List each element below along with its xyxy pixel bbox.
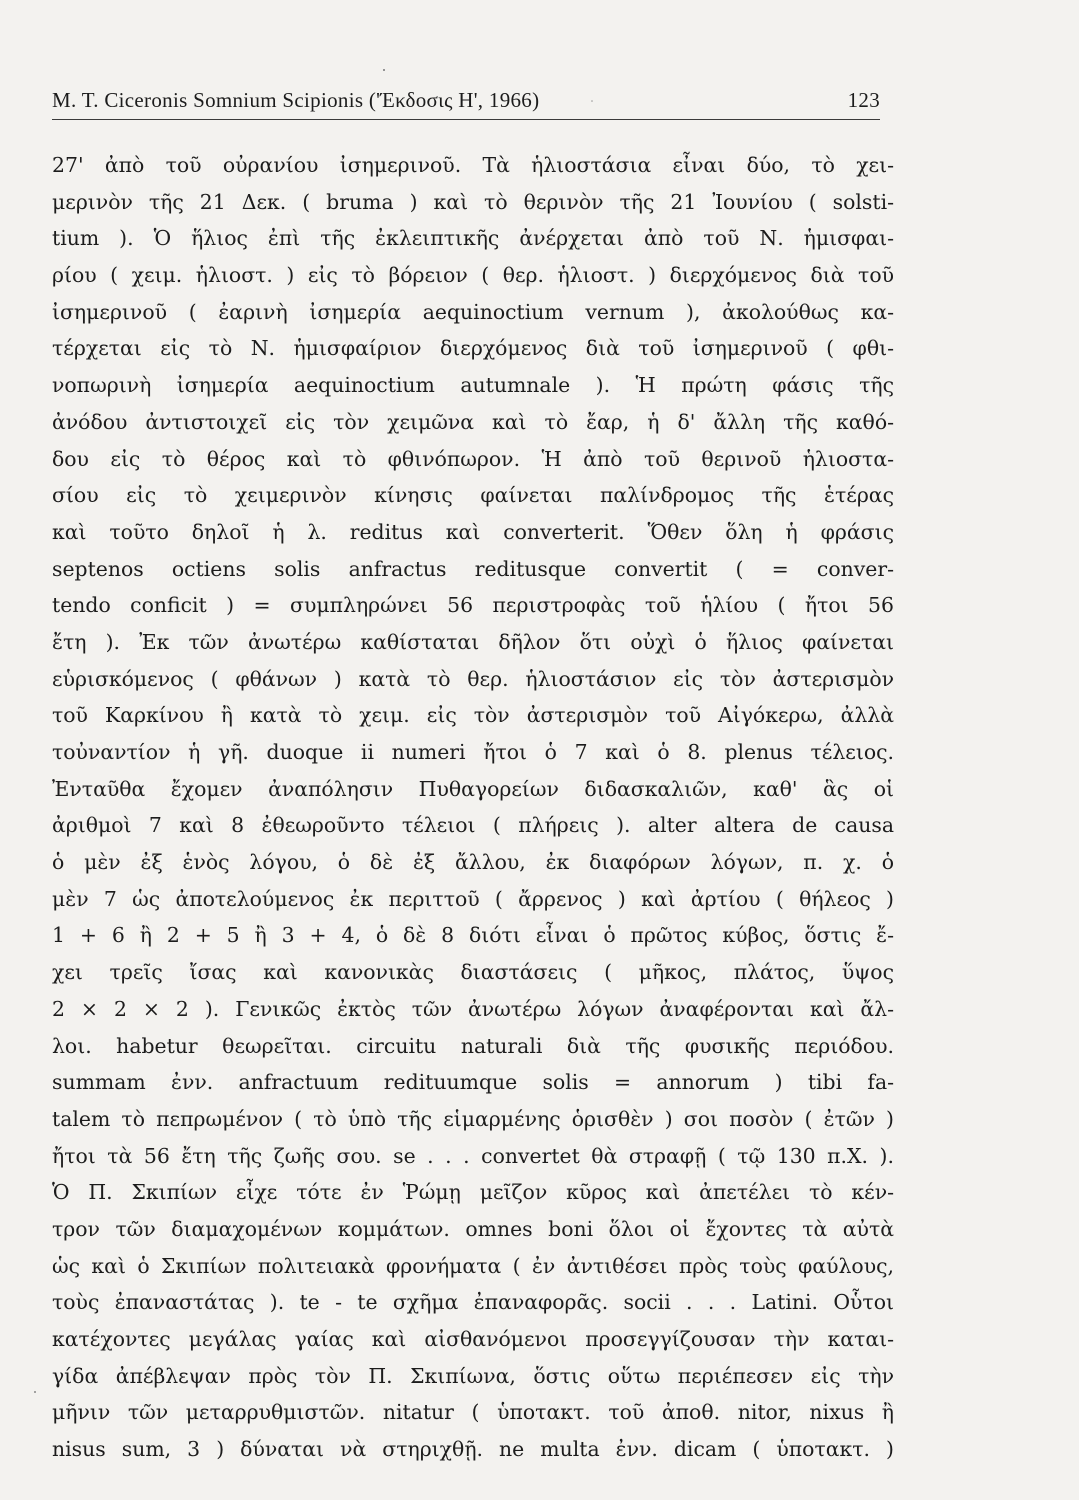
text-line: tium ). Ὁ ἥλιος ἐπὶ τῆς ἐκλειπτικῆς ἀνέρχεται ἀπὸ τοῦ Ν. ἡμισφαι- — [52, 226, 894, 251]
text-line: εὑρισκόμενος ( φθάνων ) κατὰ τὸ θερ. ἡλιοστάσιον εἰς τὸν ἀστερισμὸν — [52, 666, 894, 691]
text-line: ἰσημερινοῦ ( ἐαρινὴ ἰσημερία aequinoctium vernum ), ἀκολούθως κα- — [52, 299, 894, 324]
text-line: talem τὸ πεπρωμένον ( τὸ ὑπὸ τῆς εἱμαρμένης ὁρισθὲν ) σοι ποσὸν ( ἐτῶν ) — [52, 1106, 894, 1131]
text-line: νοπωρινὴ ἰσημερία aequinoctium autumnale ). Ἡ πρώτη φάσις τῆς — [52, 373, 894, 398]
text-line: septenos octiens solis anfractus reditusque convertit ( = conver- — [52, 556, 894, 581]
text-line: μῆνιν τῶν μεταρρυθμιστῶν. nitatur ( ὑποτακτ. τοῦ ἀποθ. nitor, nixus ἢ — [52, 1400, 894, 1425]
text-line: τοὐναντίον ἡ γῆ. duoque ii numeri ἤτοι ὁ 7 καὶ ὁ 8. plenus τέλειος. — [52, 740, 894, 764]
text-line: κατέχοντες μεγάλας γαίας καὶ αἰσθανόμενοι προσεγγίζουσαν τὴν καται- — [52, 1327, 894, 1351]
speck — [34, 1391, 36, 1393]
text-line: λοι. habetur θεωρεῖται. circuitu naturali διὰ τῆς φυσικῆς περιόδου. — [52, 1033, 894, 1058]
text-line: σίου εἰς τὸ χειμερινὸν κίνησις φαίνεται παλίνδρομος τῆς ἑτέρας — [52, 483, 894, 508]
text-line: τοῦ Καρκίνου ἢ κατὰ τὸ χειμ. εἰς τὸν ἀστερισμὸν τοῦ Αἰγόκερω, ἀλλὰ — [52, 703, 894, 728]
text-line: τέρχεται εἰς τὸ Ν. ἡμισφαίριον διερχόμενος διὰ τοῦ ἰσημερινοῦ ( φθι- — [52, 336, 894, 361]
text-line: γίδα ἀπέβλεψαν πρὸς τὸν Π. Σκιπίωνα, ὅστις οὕτω περιέπεσεν εἰς τὴν — [52, 1363, 894, 1388]
text-line: 27' ἀπὸ τοῦ οὐρανίου ἰσημερινοῦ. Τὰ ἡλιοστάσια εἶναι δύο, τὸ χει- — [52, 153, 894, 177]
page-number: 123 — [847, 88, 880, 112]
text-line: 1 + 6 ἢ 2 + 5 ἢ 3 + 4, ὁ δὲ 8 διότι εἶναι ὁ πρῶτος κύβος, ὅστις ἔ- — [52, 923, 894, 948]
text-line: δου εἰς τὸ θέρος καὶ τὸ φθινόπωρον. Ἡ ἀπὸ τοῦ θερινοῦ ἡλιοστα- — [52, 446, 894, 471]
text-line: καὶ τοῦτο δηλοῖ ἡ λ. reditus καὶ converterit. Ὅθεν ὅλη ἡ φράσις — [52, 519, 894, 544]
text-line: μὲν 7 ὡς ἀποτελούμενος ἐκ περιττοῦ ( ἄρρενος ) καὶ ἀρτίου ( θήλεος ) — [52, 886, 894, 911]
commentary-text — [52, 147, 894, 1468]
text-line: ἀνόδου ἀντιστοιχεῖ εἰς τὸν χειμῶνα καὶ τὸ ἔαρ, ἡ δ' ἄλλη τῆς καθό- — [52, 409, 894, 434]
text-line: τρον τῶν διαμαχομένων κομμάτων. omnes boni ὅλοι οἱ ἔχοντες τὰ αὐτὰ — [52, 1216, 894, 1241]
speck — [383, 69, 385, 71]
text-line: tendo conficit ) = συμπληρώνει 56 περιστροφὰς τοῦ ἡλίου ( ἤτοι 56 — [52, 593, 894, 618]
header-rule — [52, 119, 880, 120]
text-line: μερινὸν τῆς 21 Δεκ. ( bruma ) καὶ τὸ θερινὸν τῆς 21 Ἰουνίου ( solsti- — [52, 189, 894, 214]
text-line: ἔτη ). Ἐκ τῶν ἀνωτέρω καθίσταται δῆλον ὅτι οὐχὶ ὁ ἥλιος φαίνεται — [52, 629, 894, 654]
text-line: Ὁ Π. Σκιπίων εἶχε τότε ἐν Ῥώμῃ μεῖζον κῦρος καὶ ἀπετέλει τὸ κέν- — [52, 1180, 894, 1205]
text-line: summam ἐνν. anfractuum redituumque solis = annorum ) tibi fa- — [52, 1070, 894, 1095]
text-line: τοὺς ἐπαναστάτας ). te - te σχῆμα ἐπαναφορᾶς. socii . . . Latini. Οὗτοι — [52, 1290, 894, 1315]
text-line: ἤτοι τὰ 56 ἔτη τῆς ζωῆς σου. se . . . convertet θὰ στραφῇ ( τῷ 130 π.Χ. ). — [52, 1143, 894, 1168]
text-line: nisus sum, 3 ) δύναται νὰ στηριχθῇ. ne multa ἐνν. dicam ( ὑποτακτ. ) — [52, 1437, 894, 1462]
text-line: ὁ μὲν ἐξ ἑνὸς λόγου, ὁ δὲ ἐξ ἄλλου, ἐκ διαφόρων λόγων, π. χ. ὁ — [52, 850, 894, 875]
text-line: 2 × 2 × 2 ). Γενικῶς ἐκτὸς τῶν ἀνωτέρω λόγων ἀναφέρονται καὶ ἄλ- — [52, 996, 894, 1021]
running-head — [52, 88, 880, 118]
text-line: Ἐνταῦθα ἔχομεν ἀναπόλησιν Πυθαγορείων διδασκαλιῶν, καθ' ἃς οἱ — [52, 776, 894, 801]
text-line: ρίου ( χειμ. ἡλιοστ. ) εἰς τὸ βόρειον ( θερ. ἡλιοστ. ) διερχόμενος διὰ τοῦ — [52, 263, 894, 288]
text-line: χει τρεῖς ἴσας καὶ κανονικὰς διαστάσεις ( μῆκος, πλάτος, ὕψος — [52, 960, 894, 985]
text-line: ἀριθμοὶ 7 καὶ 8 ἐθεωροῦντο τέλειοι ( πλήρεις ). alter altera de causa — [52, 813, 894, 838]
running-head-title: M. T. Ciceronis Somnium Scipionis ('Έκδοσις Η', 1966) — [52, 88, 540, 112]
text-line: ὡς καὶ ὁ Σκιπίων πολιτειακὰ φρονήματα ( ἐν ἀντιθέσει πρὸς τοὺς φαύλους, — [52, 1253, 894, 1278]
